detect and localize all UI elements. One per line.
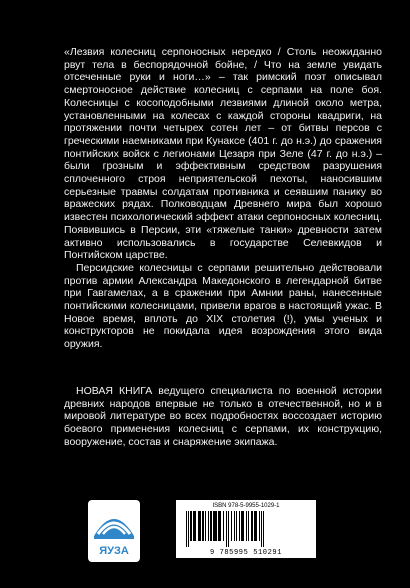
barcode-bar	[231, 511, 232, 541]
barcode-bar	[251, 511, 253, 541]
barcode-bar	[220, 511, 221, 541]
barcode-bar	[195, 511, 196, 541]
barcode-bar	[246, 511, 247, 541]
barcode-bar	[236, 511, 237, 541]
annotation-paragraph: НОВАЯ КНИГА ведущего специалиста по военной истории древних народов впервые не только в отечественной, но и в мировой литературе во всех подробностях воссоздает историю боевого применения колесниц с серпами, их конструкцию, вооружение, состав и снаряжение экипажа.	[64, 385, 382, 448]
barcode-bar	[188, 511, 189, 547]
barcode-bar	[202, 511, 204, 541]
barcode-bar	[228, 511, 229, 547]
barcode-panel	[176, 500, 316, 558]
barcode-bar	[213, 511, 215, 541]
yauza-logo-icon	[86, 498, 142, 564]
isbn-label: ISBN 978-5-9955-1029-1	[212, 503, 280, 509]
barcode-bar	[198, 511, 200, 541]
intro-paragraph-1: «Лезвия колесниц серпоносных нередко / Столь неожиданно рвут тела в беспорядочной бойне, / Что на земле увидать отсеченные руки и ноги…» – так римский поэт описывал смертоносное действие колесниц с серпами на поле боя. Колесницы с косоподобными лезвиями длиной около метра, установленными на колесах с каждой стороны квадриги, на протяжении почти четырех сотен лет – от битвы персов с греческими наемниками при Кунаксе (401 г. до н.э.) до сражения понтийских войск с легионами Цезаря при Зеле (47 г. до н.э.) – были грозным и эффективным средством разрушения сплоченного строя неприятельской пехоты, наносившим серьезные травмы солдатам противника и сеявшим панику во вражеских рядах. Полководцам Древнего мира был хорошо известен психологический эффект атаки серпоносных колесниц. Появившись в Персии, эти «тяжелые танки» древности затем активно использовались в государстве Селевкидов и Понтийском царстве.	[64, 46, 382, 262]
barcode	[184, 511, 308, 547]
barcode-bar	[259, 511, 260, 541]
barcode-bar	[226, 511, 227, 547]
description-text	[64, 46, 382, 351]
barcode-bar	[234, 511, 235, 541]
barcode-bar	[263, 511, 264, 547]
barcode-bar	[208, 511, 209, 541]
barcode-bar	[223, 511, 224, 541]
barcode-bar	[256, 511, 257, 541]
intro-paragraph-2: Персидские колесницы с серпами решительно действовали против армии Александра Македонского в легендарной битве при Гавгамелах, а в сражении при Амнии раны, нанесенные понтийскими колесницами, привели врагов в настоящий ужас. В Новое время, вплоть до XIX столетия (!), умы ученых и конструкторов не покидала идея возрождения этого вида оружия.	[64, 261, 382, 351]
book-annotation	[64, 385, 382, 449]
barcode-bar	[190, 511, 192, 541]
barcode-bar	[254, 511, 256, 541]
barcode-bar	[218, 511, 220, 541]
barcode-digits: 9 785995 510291	[209, 549, 282, 557]
barcode-bar	[243, 511, 244, 541]
publisher-logo-text: ЯУЗА	[99, 545, 129, 557]
barcode-bar	[239, 511, 240, 541]
barcode-bar	[193, 511, 195, 541]
barcode-bar	[205, 511, 206, 541]
barcode-bar	[200, 511, 201, 541]
barcode-bar	[215, 511, 217, 541]
publisher-logo	[86, 498, 142, 564]
barcode-bar	[261, 511, 262, 547]
barcode-bar	[186, 511, 187, 547]
barcode-bar	[248, 511, 249, 541]
barcode-bar	[210, 511, 212, 541]
barcode-bar	[241, 511, 243, 541]
